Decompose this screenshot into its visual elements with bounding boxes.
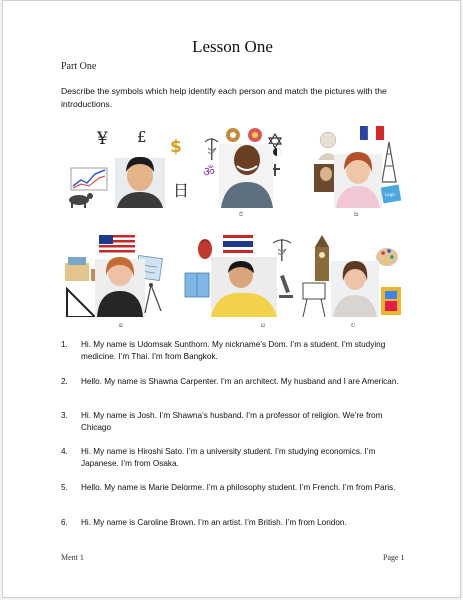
svg-text:$: $: [170, 137, 182, 157]
easel-icon: [303, 283, 325, 317]
bull-icon: [69, 193, 93, 208]
item-number: 4.: [61, 447, 68, 456]
item-text: Hi. My name is Caroline Brown. I’m an artist. I’m British. I’m from London.: [81, 518, 347, 527]
item-number: 3.: [61, 411, 68, 420]
item-number: 1.: [61, 340, 68, 349]
item-number: 2.: [61, 377, 68, 386]
item-text: Hello. My name is Shawna Carpenter. I’m an architect. My husband and I are American.: [81, 377, 399, 386]
caduceus-icon: [205, 138, 218, 160]
item-number: 5.: [61, 483, 68, 492]
person-photo-marie: [334, 152, 382, 208]
section-heading: Part One: [61, 61, 97, 72]
page-number: Page 1: [383, 553, 405, 562]
svg-text:Logic: Logic: [385, 192, 396, 197]
set-square-icon: [67, 289, 95, 317]
svg-text:¥: ¥: [97, 129, 108, 149]
item-text: Hi. My name is Josh. I’m Shawna’s husband. I’m a professor of religion. We’re from Chicago: [81, 411, 383, 432]
person-photo-udomsak: [211, 257, 277, 317]
anatomy-icon: [198, 239, 212, 259]
pound-symbol: [137, 128, 147, 146]
stock-chart-icon: [71, 168, 107, 190]
picture-label: ರ: [239, 210, 243, 218]
picture-5: [183, 235, 313, 329]
yin-yang-icon: [273, 148, 281, 156]
medical-book-icon: [185, 273, 209, 297]
document-page: [2, 0, 461, 598]
person-photo-hiroshi: [115, 157, 165, 208]
item-number: 6.: [61, 518, 68, 527]
person-photo-caroline: [331, 261, 379, 317]
svg-text:ॐ: ॐ: [203, 165, 215, 180]
thai-flag-icon: [223, 235, 253, 253]
picture-1: [65, 126, 195, 208]
microscope-icon: [279, 275, 293, 298]
french-flag-icon: [360, 126, 384, 140]
painting-icon: [381, 287, 401, 315]
eiffel-tower-icon: [382, 142, 396, 182]
us-flag-icon: [99, 235, 135, 253]
picture-label: ಜ: [353, 210, 359, 218]
picture-label: ಐ: [118, 321, 124, 329]
palette-icon: [376, 248, 398, 266]
item-text: Hi. My name is Udomsak Sunthorn. My nickname’s Dom. I’m a student. I’m studying medicine. I’m Thai. I’m from Bangkok.: [81, 340, 386, 361]
footer-left: Ment 1: [61, 553, 84, 562]
big-ben-icon: [315, 235, 329, 281]
rosette-icon: [248, 128, 262, 142]
om-symbol: [203, 165, 215, 180]
picture-label: ಟ: [260, 321, 266, 329]
compass-icon: [145, 283, 161, 313]
svg-text:日: 日: [173, 181, 190, 200]
page-title: Lesson One: [192, 37, 273, 56]
yen-symbol: [96, 129, 108, 149]
picture-6: [301, 235, 431, 329]
item-text: Hello. My name is Marie Delorme. I’m a philosophy student. I’m French. I’m from Paris.: [81, 483, 396, 492]
person-photo-shawna: [95, 257, 145, 317]
picture-label: ಲ: [350, 321, 356, 329]
picture-3: [310, 126, 440, 218]
japanese-character-icon: [173, 181, 189, 200]
logic-book-icon: [381, 185, 402, 204]
person-photo-josh: [219, 144, 273, 208]
instruction-text: Describe the symbols which help identify each person and match the pictures with the introductions.: [61, 86, 387, 109]
dollar-symbol: [170, 137, 182, 157]
dharma-wheel-icon: [226, 128, 240, 142]
item-text: Hi. My name is Hiroshi Sato. I’m a university student. I’m studying economics. I’m Japanese. I’m from Osaka.: [81, 447, 376, 468]
picture-4: [65, 235, 195, 329]
svg-text:£: £: [137, 128, 147, 146]
